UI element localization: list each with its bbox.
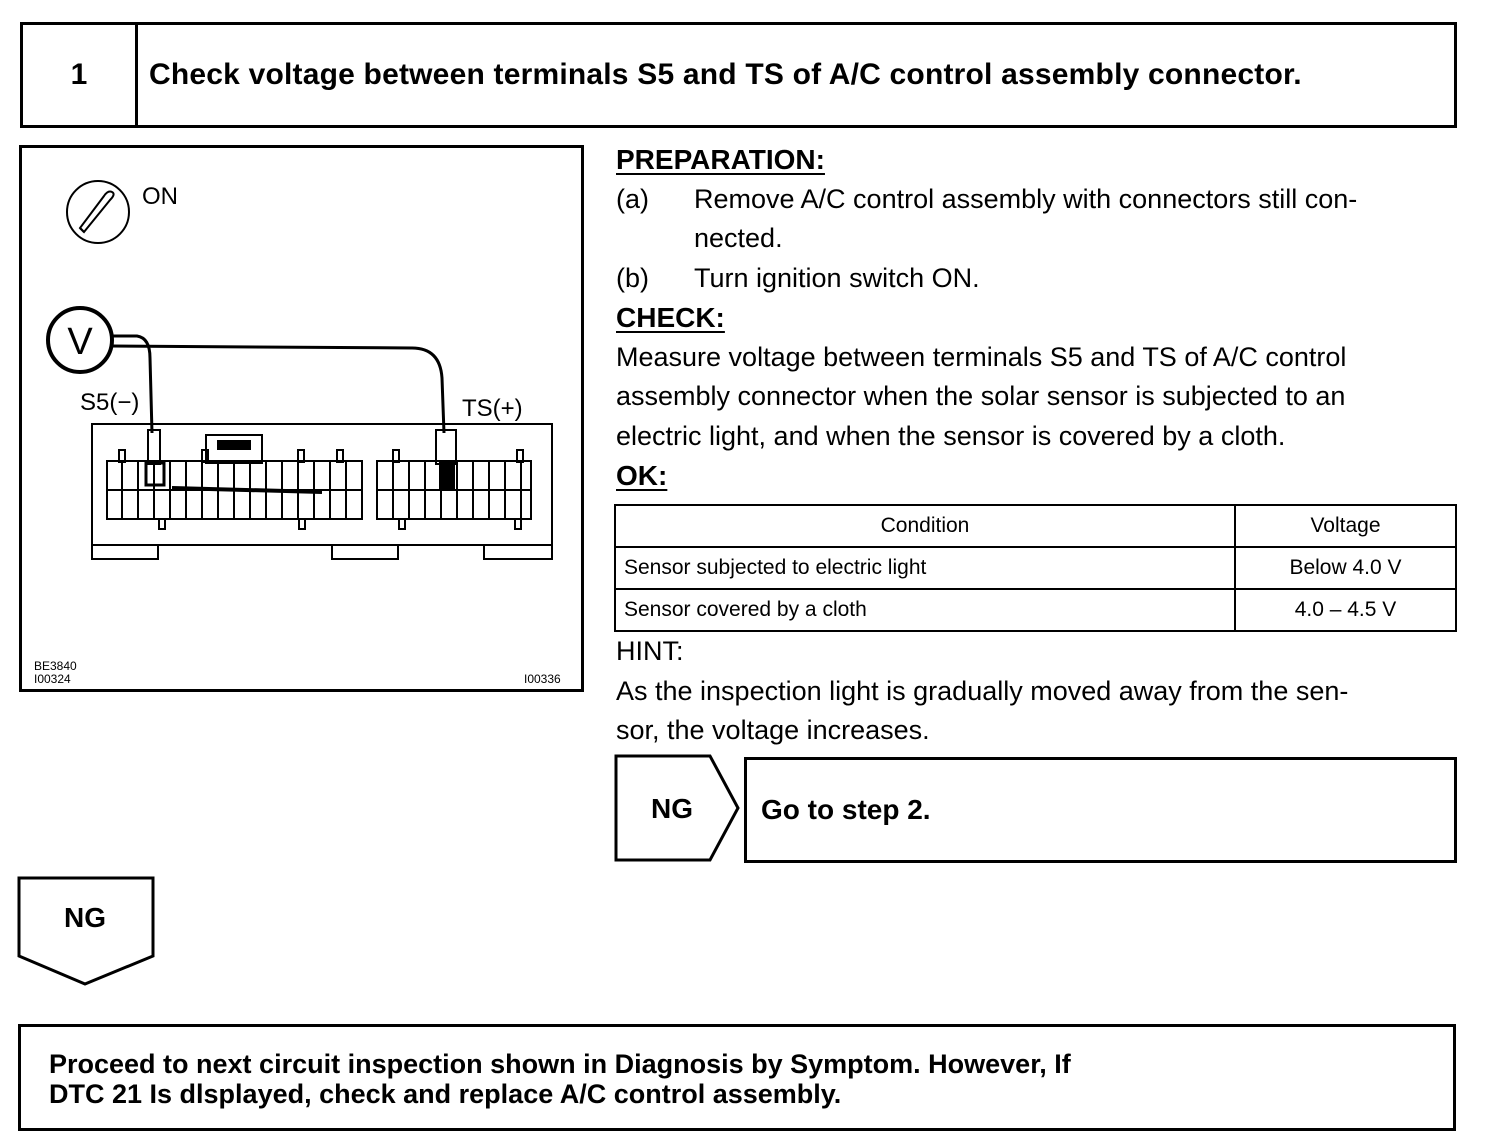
ng-down-label: NG (64, 902, 106, 933)
figure-code-2: I00324 (34, 672, 71, 686)
ok-table (614, 504, 1457, 632)
ok-table-wrap (614, 504, 1457, 632)
switch-label: ON (142, 183, 178, 210)
final-instruction-text (49, 1049, 1071, 1109)
ng-result-text: Go to step 2. (761, 794, 931, 825)
ok-heading: OK: (616, 460, 668, 491)
prep-item-text: Remove A/C control assembly with connectors still con- (694, 183, 1358, 214)
ignition-key-icon (67, 181, 129, 243)
terminal-pos-label: TS(+) (462, 395, 523, 422)
final-instruction-box (18, 1024, 1456, 1131)
check-heading: CHECK: (616, 302, 725, 333)
column-header-voltage: Voltage (1235, 505, 1456, 547)
table-row (615, 589, 1456, 631)
step-title: Check voltage between terminals S5 and TS of A/C control assembly connector. (149, 58, 1302, 91)
condition-cell: Sensor subjected to electric light (615, 547, 1235, 589)
hint (616, 632, 1461, 751)
final-line: Proceed to next circuit inspection shown in Diagnosis by Symptom. However, If (49, 1049, 1071, 1079)
preparation-heading: PREPARATION: (616, 144, 825, 175)
prep-item-label: (a) (616, 183, 649, 214)
table-header-row (615, 505, 1456, 547)
terminal-neg-label: S5(−) (80, 389, 140, 416)
connector-body (92, 424, 552, 559)
diagram-svg (22, 148, 581, 689)
condition-cell: Sensor covered by a cloth (615, 589, 1235, 631)
instructions (616, 140, 1461, 496)
check-line: electric light, and when the sensor is covered by a cloth. (616, 420, 1286, 451)
check-line: assembly connector when the solar sensor is subjected to an (616, 381, 1346, 411)
hint-line: As the inspection light is gradually moved away from the sen- (616, 675, 1349, 706)
ng-right-label: NG (651, 793, 693, 824)
prep-item-label: (b) (616, 262, 649, 293)
ng-result-box (744, 757, 1457, 863)
connector-diagram (19, 145, 584, 692)
check-line: Measure voltage between terminals S5 and TS of A/C control (616, 341, 1347, 372)
voltage-cell: 4.0 – 4.5 V (1235, 589, 1456, 631)
step-number: 1 (23, 25, 138, 125)
prep-item-b (616, 259, 1461, 299)
prep-item-text: Turn ignition switch ON. (694, 262, 980, 293)
column-header-condition: Condition (615, 505, 1235, 547)
prep-item-a-cont: nected. (694, 223, 783, 253)
step-header (20, 22, 1457, 128)
table-row (615, 547, 1456, 589)
prep-item-a (616, 180, 1461, 220)
meter-label: V (67, 321, 93, 363)
voltage-cell: Below 4.0 V (1235, 547, 1456, 589)
figure-code-1: BE3840 (34, 659, 77, 673)
hint-heading: HINT: (616, 636, 684, 666)
voltmeter-icon (48, 308, 112, 372)
final-line: DTC 21 Is dlsplayed, check and replace A/C control assembly. (49, 1079, 842, 1109)
hint-line: sor, the voltage increases. (616, 715, 930, 745)
figure-code-3: I00336 (524, 672, 561, 686)
